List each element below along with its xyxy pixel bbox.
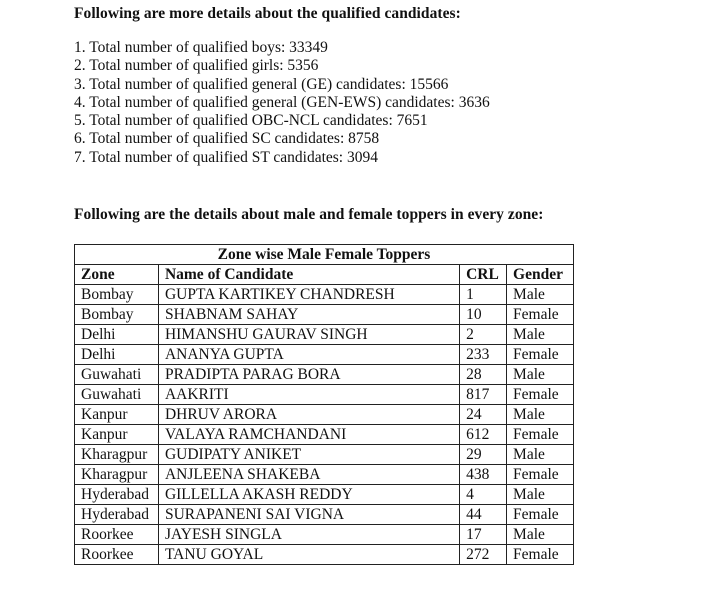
table-row [75,345,574,365]
cell-zone: Kharagpur [75,465,159,485]
table-row [75,305,574,325]
stat-qualified-girls: 2. Total number of qualified girls: 5356 [74,57,319,75]
header-gender: Gender [507,265,574,285]
cell-name: VALAYA RAMCHANDANI [158,425,459,445]
cell-zone: Kanpur [75,425,159,445]
table-header-row [75,265,574,285]
cell-zone: Hyderabad [75,505,159,525]
stat-qualified-boys: 1. Total number of qualified boys: 33349 [74,39,328,56]
cell-name: ANANYA GUPTA [158,345,459,365]
stat-qualified-gen-ews: 4. Total number of qualified general (GEN-EWS) candidates: 3636 [74,93,490,111]
cell-crl: 28 [460,365,507,385]
cell-gender: Female [507,385,574,405]
cell-gender: Male [507,525,574,545]
table-row [75,525,574,545]
cell-name: AAKRITI [158,385,459,405]
zone-toppers-table [74,244,574,565]
cell-crl: 10 [460,305,507,325]
cell-crl: 817 [460,385,507,405]
cell-crl: 17 [460,525,507,545]
cell-crl: 4 [460,485,507,505]
table-body [75,285,574,565]
header-crl: CRL [460,265,507,285]
table-row [75,425,574,445]
table-row [75,385,574,405]
cell-name: GUDIPATY ANIKET [158,445,459,465]
cell-crl: 612 [460,425,507,445]
table-row [75,405,574,425]
cell-name: TANU GOYAL [158,545,459,565]
cell-gender: Male [507,445,574,465]
cell-crl: 1 [460,285,507,305]
cell-name: JAYESH SINGLA [158,525,459,545]
cell-zone: Delhi [75,345,159,365]
cell-crl: 24 [460,405,507,425]
cell-name: SURAPANENI SAI VIGNA [158,505,459,525]
stat-qualified-sc: 6. Total number of qualified SC candidates: 8758 [74,130,380,148]
cell-name: GILLELLA AKASH REDDY [158,485,459,505]
table-title-row [75,245,574,265]
table-row [75,445,574,465]
table-row [75,325,574,345]
cell-gender: Female [507,465,574,485]
cell-zone: Hyderabad [75,485,159,505]
cell-zone: Kharagpur [75,445,159,465]
cell-zone: Delhi [75,325,159,345]
cell-crl: 29 [460,445,507,465]
cell-name: PRADIPTA PARAG BORA [158,365,459,385]
cell-zone: Guwahati [75,385,159,405]
stat-qualified-obc-ncl: 5. Total number of qualified OBC-NCL candidates: 7651 [74,112,428,130]
table-title: Zone wise Male Female Toppers [75,245,574,265]
cell-gender: Male [507,325,574,345]
cell-crl: 272 [460,545,507,565]
cell-gender: Female [507,505,574,525]
cell-crl: 44 [460,505,507,525]
cell-gender: Female [507,425,574,445]
cell-name: GUPTA KARTIKEY CHANDRESH [158,285,459,305]
toppers-heading: Following are the details about male and female toppers in every zone: [74,206,544,223]
table-row [75,485,574,505]
cell-zone: Roorkee [75,545,159,565]
cell-crl: 438 [460,465,507,485]
table-row [75,545,574,565]
qualified-candidates-heading: Following are more details about the qualified candidates: [74,5,461,22]
stat-qualified-ge: 3. Total number of qualified general (GE) candidates: 15566 [74,75,449,93]
cell-name: SHABNAM SAHAY [158,305,459,325]
cell-gender: Female [507,545,574,565]
cell-crl: 2 [460,325,507,345]
table-row [75,285,574,305]
stat-qualified-st: 7. Total number of qualified ST candidates: 3094 [74,148,378,166]
cell-zone: Guwahati [75,365,159,385]
cell-zone: Roorkee [75,525,159,545]
cell-gender: Male [507,285,574,305]
cell-zone: Bombay [75,305,159,325]
table-row [75,465,574,485]
table-row [75,365,574,385]
cell-crl: 233 [460,345,507,365]
cell-name: DHRUV ARORA [158,405,459,425]
cell-gender: Male [507,485,574,505]
cell-name: ANJLEENA SHAKEBA [158,465,459,485]
header-zone: Zone [75,265,159,285]
cell-zone: Bombay [75,285,159,305]
table-row [75,505,574,525]
cell-gender: Female [507,345,574,365]
cell-gender: Male [507,365,574,385]
cell-gender: Male [507,405,574,425]
header-name: Name of Candidate [158,265,459,285]
cell-zone: Kanpur [75,405,159,425]
cell-name: HIMANSHU GAURAV SINGH [158,325,459,345]
qualified-stats-list [74,39,490,167]
cell-gender: Female [507,305,574,325]
